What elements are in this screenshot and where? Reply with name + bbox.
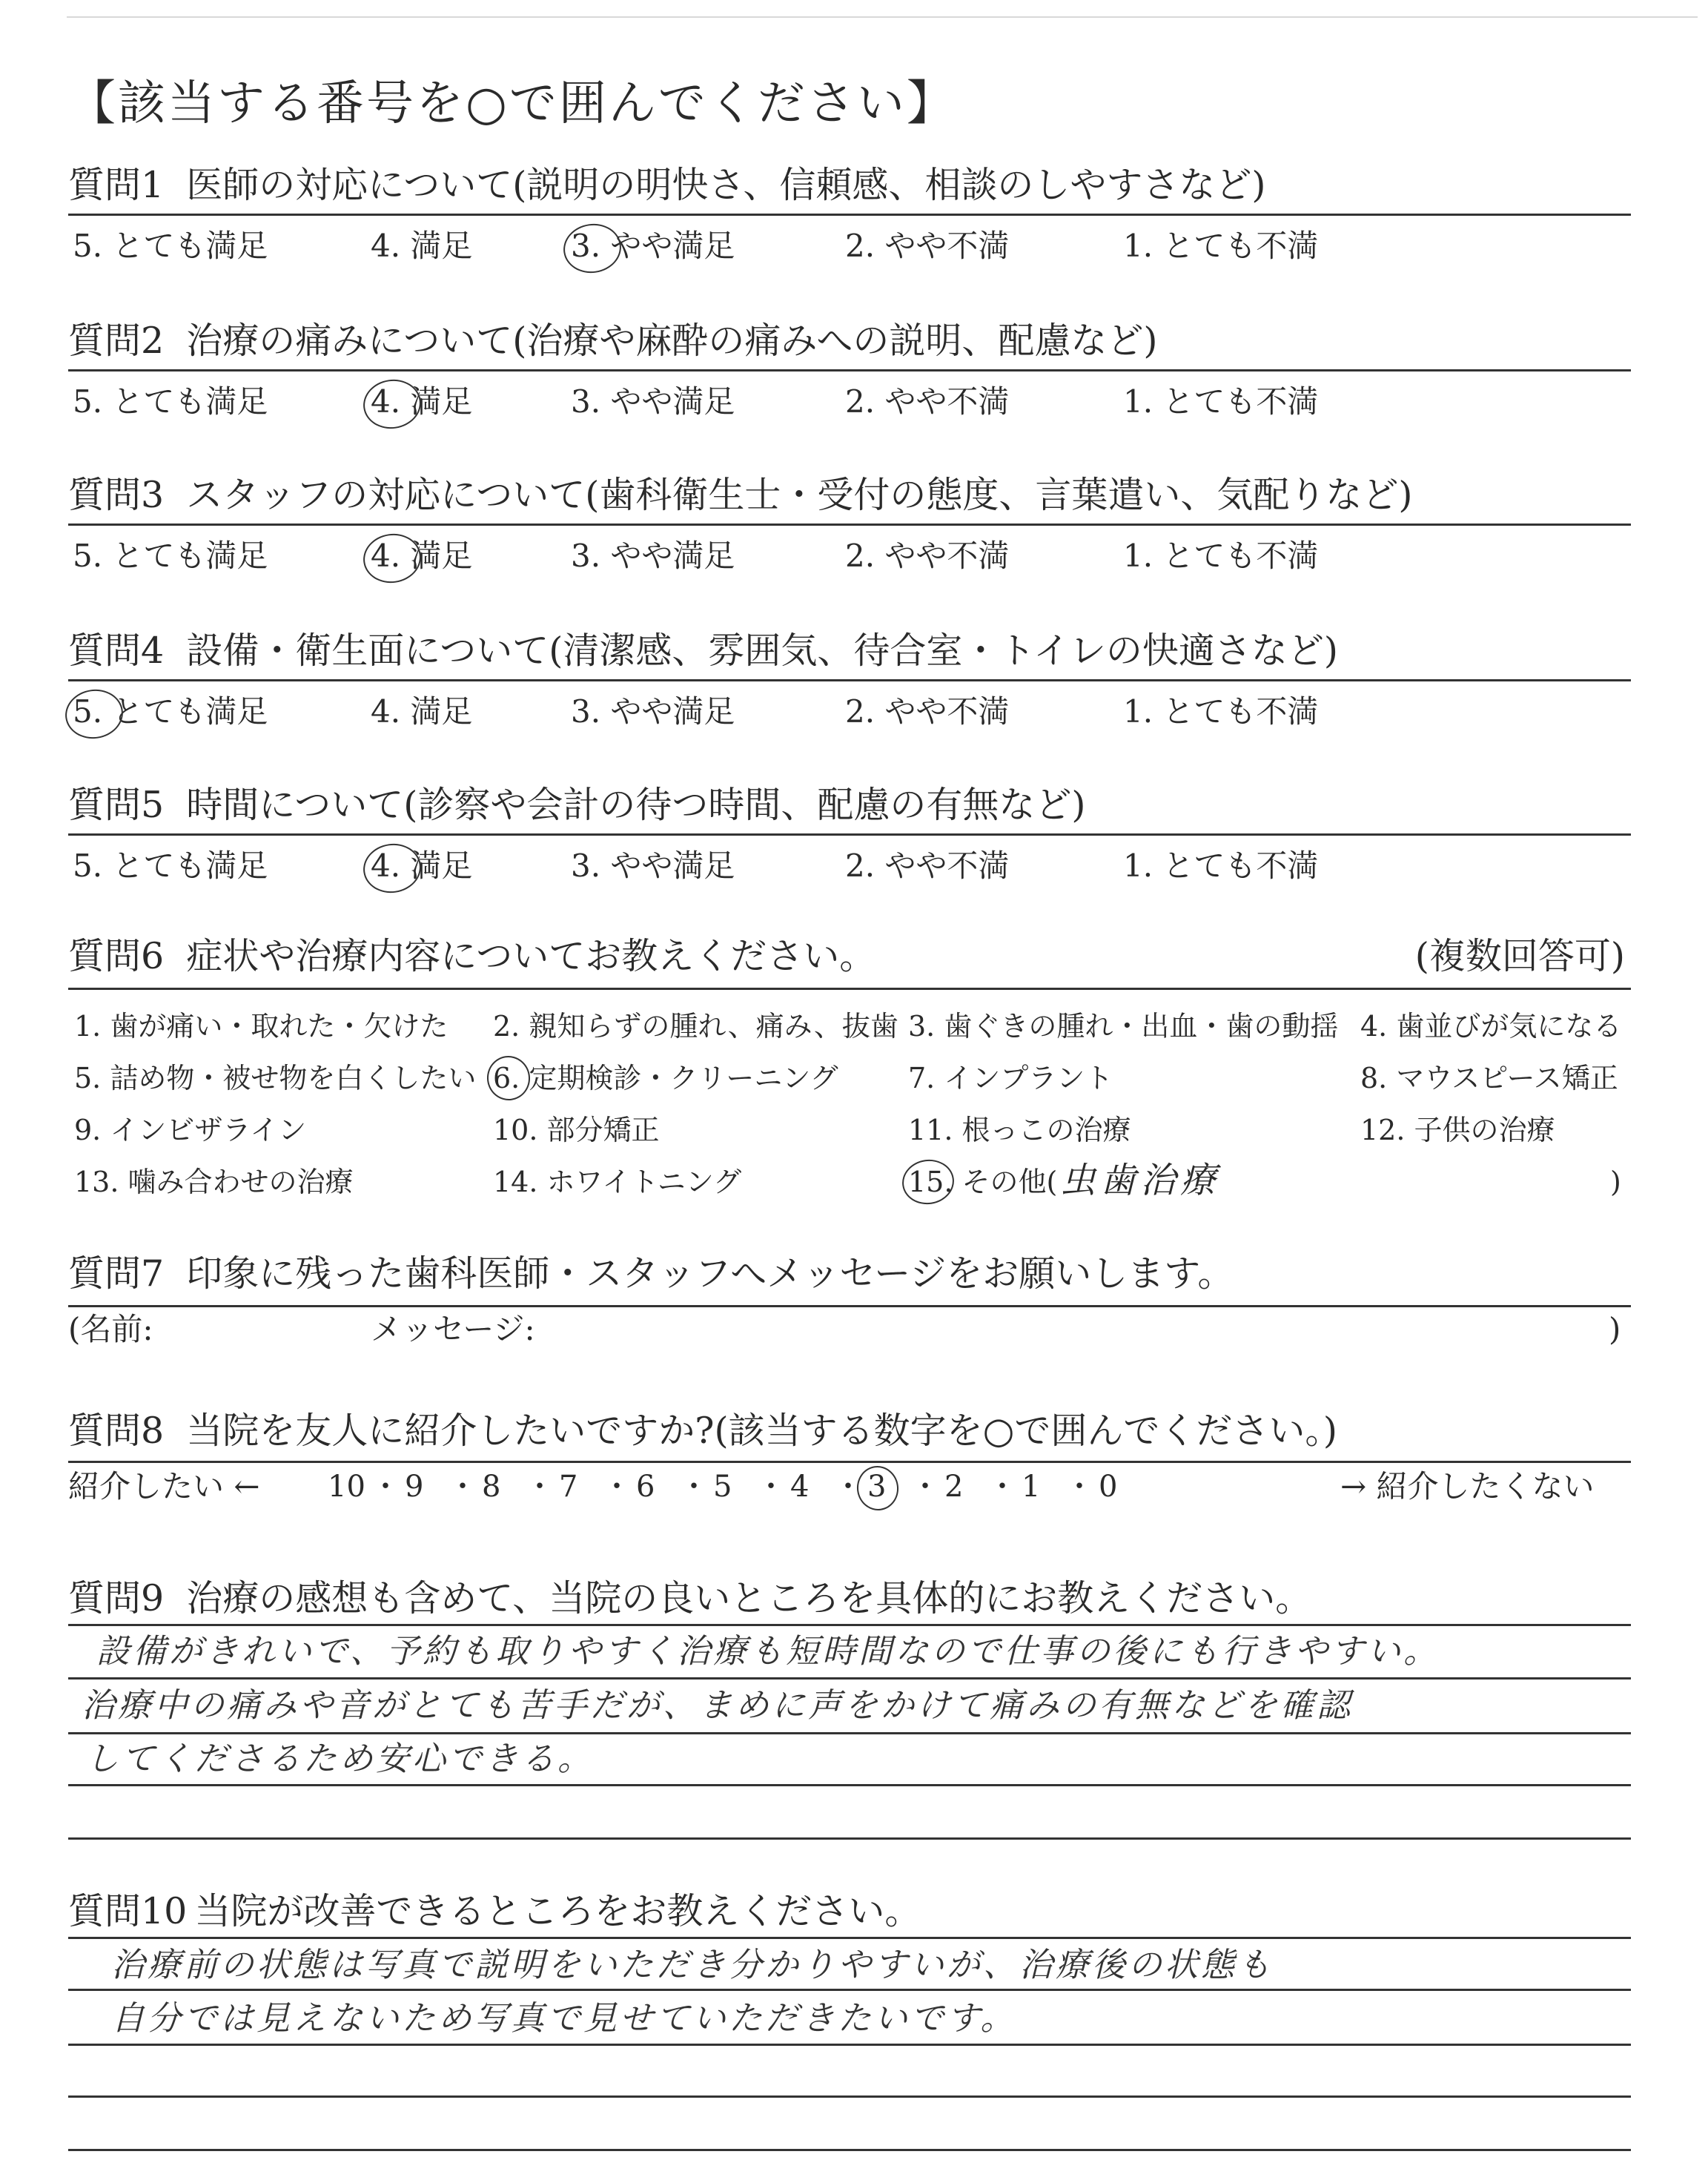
rating-option-label: 5. とても満足 [73, 848, 268, 884]
scale-value-0[interactable] [1099, 1464, 1117, 1509]
rating-option-3[interactable] [571, 380, 735, 424]
rating-option-label: 2. やや不満 [845, 538, 1010, 574]
question-number: 質問10 [68, 1890, 188, 1932]
page-title: 【該当する番号を○で囲んでください】 [68, 76, 956, 131]
treatment-option-13[interactable] [74, 1160, 354, 1204]
recommend-label: 紹介したい ← [68, 1468, 260, 1505]
question-2 [68, 317, 1625, 365]
rating-option-3[interactable] [571, 534, 735, 578]
good-points-answer-line-3: してくださるため安心できる。 [85, 1739, 595, 1778]
answer-rule [68, 679, 1631, 681]
scale-value-1[interactable] [1022, 1464, 1040, 1509]
rating-option-5[interactable] [73, 224, 268, 268]
treatment-option-14[interactable] [493, 1160, 741, 1204]
question-number: 質問4 [68, 630, 165, 672]
treatment-option-6[interactable] [493, 1056, 838, 1100]
answer-rule [68, 1624, 1631, 1626]
treatment-option-15[interactable] [908, 1160, 1057, 1204]
scale-value-8[interactable] [482, 1464, 500, 1509]
scale-value-5[interactable] [713, 1464, 732, 1509]
treatment-option-10[interactable] [493, 1108, 660, 1152]
question-text: 治療の感想も含めて、当院の良いところを具体的にお教えください。 [186, 1577, 1312, 1619]
scale-separator: ・ [448, 1470, 477, 1504]
answer-rule [68, 1989, 1631, 1991]
scale-value-label: 7 [559, 1470, 578, 1504]
scale-value-9[interactable] [405, 1464, 423, 1509]
rating-option-label: 2. やや不満 [845, 848, 1010, 884]
treatment-option-11[interactable] [908, 1108, 1131, 1152]
question-5 [68, 782, 1625, 829]
rating-option-2[interactable] [845, 844, 1009, 888]
treatment-option-7[interactable] [908, 1056, 1113, 1100]
rating-option-2[interactable] [845, 690, 1009, 734]
improvement-answer-line-2: 自分では見えないため写真で見せていただきたいです。 [111, 1998, 1017, 2038]
question-1 [68, 162, 1625, 209]
treatment-option-label: 4. 歯並びが気になる [1360, 1010, 1622, 1043]
rating-option-3[interactable] [571, 690, 735, 734]
rating-option-label: 2. やや不満 [845, 383, 1010, 420]
rating-option-1[interactable] [1123, 690, 1318, 734]
treatment-option-label: 2. 親知らずの腫れ、痛み、抜歯 [493, 1010, 898, 1043]
answer-rule [68, 2044, 1631, 2046]
question-10 [68, 1888, 1625, 1935]
scale-separator: ・ [756, 1470, 786, 1504]
rating-option-2[interactable] [845, 534, 1009, 578]
treatment-option-label: 15. その他( [908, 1160, 1057, 1204]
multiple-answers-note: (複数回答可) [1414, 935, 1625, 977]
rating-option-label: 4. 満足 [371, 693, 473, 730]
scale-value-label: 4 [790, 1470, 810, 1504]
question-8 [68, 1407, 1625, 1455]
rating-option-2[interactable] [845, 224, 1009, 268]
treatment-option-9[interactable] [74, 1108, 306, 1152]
scale-separator: ・ [987, 1470, 1017, 1504]
selected-circle-mark [560, 220, 624, 277]
treatment-option-label: 11. 根っこの治療 [908, 1114, 1131, 1146]
question-9 [68, 1575, 1625, 1622]
scale-separator: ・ [525, 1470, 555, 1504]
question-text: 治療の痛みについて(治療や麻酔の痛みへの説明、配慮など) [186, 320, 1158, 362]
not-recommend-label: → 紹介したくない [1340, 1468, 1595, 1505]
rating-option-label: 1. とても不満 [1123, 383, 1319, 420]
scale-value-4[interactable] [790, 1464, 809, 1509]
answer-rule [68, 2149, 1631, 2151]
page-top-border [67, 16, 1698, 18]
rating-option-label: 3. やや満足 [571, 693, 735, 730]
rating-option-label: 4. 満足 [371, 228, 473, 264]
answer-rule [68, 2095, 1631, 2098]
close-paren: ) [1609, 1311, 1621, 1347]
answer-rule [68, 1732, 1631, 1734]
treatment-option-label: 6. 定期検診・クリーニング [493, 1056, 838, 1100]
answer-rule [68, 1305, 1631, 1307]
rating-option-5[interactable] [73, 690, 268, 734]
scale-value-label: 9 [405, 1470, 424, 1504]
rating-option-label: 4. 満足 [371, 844, 472, 888]
question-number: 質問7 [68, 1252, 165, 1295]
scale-value-label: 1 [1022, 1470, 1041, 1504]
rating-option-3[interactable] [571, 224, 735, 268]
scale-value-label: 6 [636, 1470, 655, 1504]
scale-separator: ・ [602, 1470, 632, 1504]
treatment-option-1[interactable] [74, 1004, 448, 1048]
treatment-option-4[interactable] [1360, 1004, 1621, 1048]
scale-separator: ・ [910, 1470, 940, 1504]
rating-option-5[interactable] [73, 380, 268, 424]
rating-option-label: 1. とても不満 [1123, 538, 1319, 574]
treatment-option-label: 8. マウスピース矯正 [1360, 1062, 1618, 1094]
selected-circle-mark [360, 530, 424, 587]
rating-option-label: 1. とても不満 [1123, 228, 1319, 264]
treatment-option-label: 10. 部分矯正 [493, 1114, 660, 1146]
rating-option-5[interactable] [73, 844, 268, 888]
scale-value-label: 3 [867, 1464, 886, 1509]
rating-option-1[interactable] [1123, 844, 1318, 888]
rating-option-label: 5. とても満足 [73, 228, 268, 264]
question-4 [68, 627, 1625, 675]
rating-option-label: 3. やや満足 [571, 848, 735, 884]
treatment-option-label: ) [1610, 1166, 1621, 1198]
rating-option-1[interactable] [1123, 534, 1318, 578]
rating-option-label: 4. 満足 [371, 534, 472, 578]
rating-option-label: 3. やや満足 [571, 224, 735, 268]
scale-value-6[interactable] [636, 1464, 655, 1509]
answer-rule [68, 1937, 1631, 1939]
question-3 [68, 472, 1625, 519]
answer-rule [68, 214, 1631, 216]
answer-rule [68, 1837, 1631, 1840]
answer-rule [68, 369, 1631, 371]
treatment-option-label: 13. 噛み合わせの治療 [74, 1166, 354, 1198]
rating-option-4[interactable] [371, 380, 472, 424]
treatment-option-label: 9. インビザライン [74, 1114, 307, 1146]
rating-option-label: 5. とても満足 [73, 538, 268, 574]
treatment-option-label: 12. 子供の治療 [1360, 1114, 1555, 1146]
scale-value-label: 0 [1099, 1470, 1118, 1504]
question-text: 症状や治療内容についてお教えください。 [186, 935, 876, 977]
question-number: 質問8 [68, 1410, 165, 1452]
rating-option-3[interactable] [571, 844, 735, 888]
answer-rule [68, 833, 1631, 836]
question-text: 時間について(診察や会計の待つ時間、配慮の有無など) [186, 784, 1086, 826]
rating-option-4[interactable] [371, 534, 472, 578]
question-number: 質問9 [68, 1577, 165, 1619]
answer-rule [68, 1784, 1631, 1786]
answer-rule [68, 988, 1631, 990]
scale-separator: ・ [679, 1470, 709, 1504]
question-text: 印象に残った歯科医師・スタッフへメッセージをお願いします。 [186, 1252, 1234, 1295]
rating-option-label: 4. 満足 [371, 380, 472, 424]
question-text: 当院を友人に紹介したいですか?(該当する数字を○で囲んでください。) [186, 1410, 1337, 1452]
question-text: スタッフの対応について(歯科衛生士・受付の態度、言葉遣い、気配りなど) [186, 474, 1413, 516]
treatment-option-label: 7. インプラント [908, 1062, 1113, 1094]
selected-circle-mark [484, 1053, 533, 1103]
good-points-answer-line-2: 治療中の痛みや音がとても苦手だが、まめに声をかけて痛みの有無などを確認 [82, 1685, 1354, 1725]
scale-value-10[interactable] [328, 1464, 365, 1509]
treatment-option-5[interactable] [74, 1056, 476, 1100]
answer-rule [68, 1677, 1631, 1680]
treatment-option-label: 3. 歯ぐきの腫れ・出血・歯の動揺 [908, 1010, 1339, 1043]
scale-value-label: 5 [713, 1470, 732, 1504]
scale-value-label: 2 [944, 1470, 964, 1504]
rating-option-label: 5. とても満足 [73, 690, 268, 734]
rating-option-5[interactable] [73, 534, 268, 578]
rating-option-2[interactable] [845, 380, 1009, 424]
improvement-answer-line-1: 治療前の状態は写真で説明をいただき分かりやすいが、治療後の状態も [111, 1945, 1274, 1984]
scale-separator: ・ [833, 1470, 863, 1504]
rating-option-4[interactable] [371, 844, 472, 888]
scale-value-label: 10 [328, 1470, 365, 1504]
scale-value-2[interactable] [944, 1464, 963, 1509]
rating-option-label: 5. とても満足 [73, 383, 268, 420]
rating-option-4[interactable] [371, 224, 472, 268]
other-answer-handwritten: 虫歯治療 [1060, 1160, 1221, 1201]
scale-value-7[interactable] [559, 1464, 577, 1509]
scale-value-label: 8 [482, 1470, 501, 1504]
rating-option-4[interactable] [371, 690, 472, 734]
rating-option-1[interactable] [1123, 224, 1318, 268]
question-7 [68, 1250, 1625, 1298]
question-6 [68, 933, 1625, 980]
question-number: 質問2 [68, 320, 165, 362]
question-text: 設備・衛生面について(清潔感、雰囲気、待合室・トイレの快適さなど) [186, 630, 1338, 672]
treatment-option-8[interactable] [1360, 1056, 1618, 1100]
message-label: メッセージ: [371, 1311, 535, 1347]
rating-option-1[interactable] [1123, 380, 1318, 424]
scale-separator: ・ [371, 1470, 400, 1504]
good-points-answer-line-1: 設備がきれいで、予約も取りやすく治療も短時間なので仕事の後にも行きやすい。 [96, 1631, 1440, 1671]
rating-option-label: 2. やや不満 [845, 693, 1010, 730]
question-number: 質問5 [68, 784, 165, 826]
rating-option-label: 1. とても不満 [1123, 848, 1319, 884]
question-number: 質問6 [68, 935, 165, 977]
treatment-option-12[interactable] [1360, 1108, 1555, 1152]
answer-rule [68, 524, 1631, 526]
other-close-paren [1610, 1160, 1621, 1204]
question-text: 医師の対応について(説明の明快さ、信頼感、相談のしやすさなど) [186, 164, 1266, 206]
treatment-option-3[interactable] [908, 1004, 1338, 1048]
rating-option-label: 1. とても不満 [1123, 693, 1319, 730]
scale-separator: ・ [1065, 1470, 1094, 1504]
selected-circle-mark [899, 1156, 957, 1207]
treatment-option-label: 14. ホワイトニング [493, 1166, 742, 1198]
selected-circle-mark [62, 686, 126, 742]
scale-value-3[interactable] [867, 1464, 886, 1509]
question-number: 質問3 [68, 474, 165, 516]
treatment-option-label: 1. 歯が痛い・取れた・欠けた [74, 1010, 448, 1043]
rating-option-label: 3. やや満足 [571, 383, 735, 420]
answer-rule [68, 1461, 1631, 1463]
treatment-option-label: 5. 詰め物・被せ物を白くしたい [74, 1062, 477, 1094]
question-text: 当院が改善できるところをお教えください。 [194, 1890, 921, 1932]
rating-option-label: 3. やや満足 [571, 538, 735, 574]
selected-circle-mark [360, 840, 424, 896]
name-label: (名前: [68, 1311, 153, 1347]
treatment-option-2[interactable] [493, 1004, 898, 1048]
selected-circle-mark [360, 376, 424, 432]
question-number: 質問1 [68, 164, 165, 206]
rating-option-label: 2. やや不満 [845, 228, 1010, 264]
